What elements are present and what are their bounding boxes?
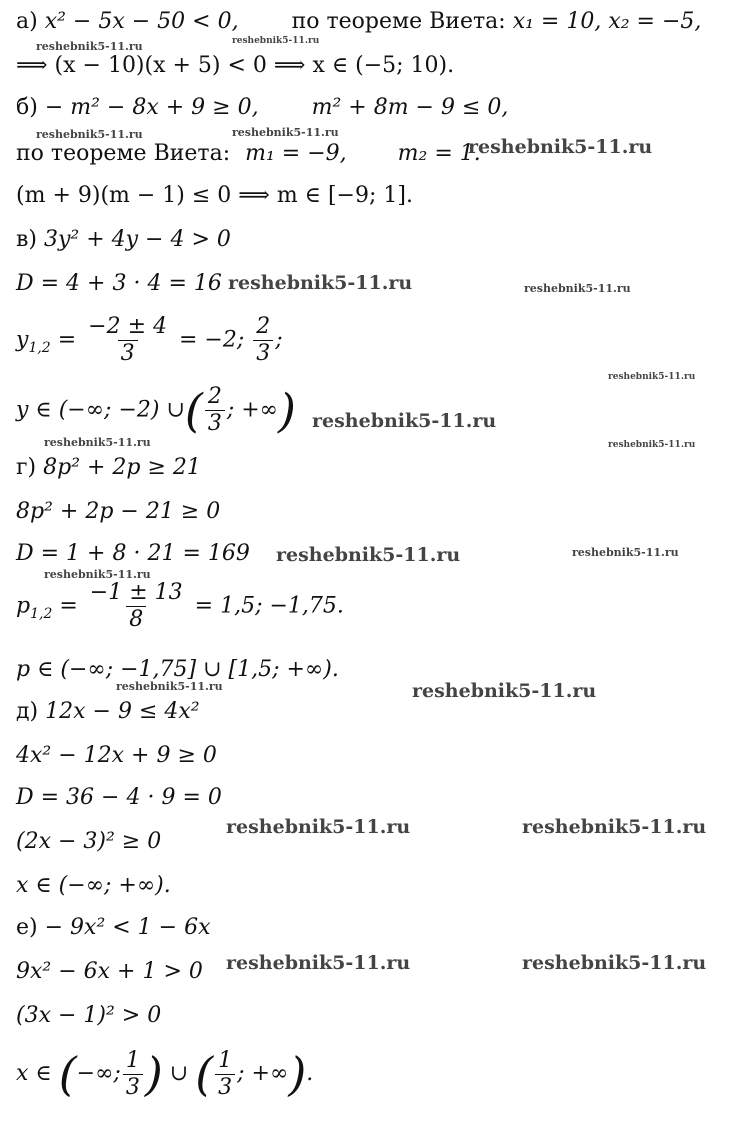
part-g-result: p ∈ (−∞; −1,75] ∪ [1,5; +∞).	[16, 657, 339, 682]
part-a-result: ⟹ (x − 10)(x + 5) < 0 ⟹ x ∈ (−5; 10).	[16, 53, 455, 78]
part-e-answer: x ∈ (−∞; $\frac{1}{3}$ ) ∪ ( $\frac{1}{3}$ ; +∞).	[16, 1047, 314, 1101]
part-v-discriminant: D = 4 + 3 · 4 = 16	[16, 271, 222, 296]
roots-value: = 1,5; −1,75.	[194, 593, 344, 619]
fraction-denominator: 3	[215, 1074, 235, 1101]
watermark: reshebnik5-11.ru	[44, 436, 151, 449]
watermark: reshebnik5-11.ru	[522, 952, 707, 974]
roots-subscript: 1,2	[30, 605, 53, 622]
watermark: reshebnik5-11.ru	[226, 952, 411, 974]
part-e-inequality2: 9x² − 6x + 1 > 0	[16, 959, 203, 984]
part-v-roots: $y_{1,2}$ = $\frac{-2 \pm 4}{3}$ = −2; $\frac{2}{3}$ ;	[16, 314, 283, 366]
answer-end: .	[306, 1061, 314, 1086]
part-d-inequality: 12x − 9 ≤ 4x²	[45, 699, 200, 724]
part-g-discriminant: D = 1 + 8 · 21 = 169	[16, 541, 250, 566]
fraction-denominator: 3	[123, 1074, 143, 1101]
interval1-left: −∞;	[76, 1061, 121, 1086]
part-e-label: е)	[16, 915, 38, 940]
answer-prefix: x ∈	[16, 1061, 52, 1086]
watermark: reshebnik5-11.ru	[232, 36, 320, 46]
roots-fraction	[85, 314, 170, 367]
roots-symbol: y	[16, 327, 29, 353]
answer-suffix: ; +∞	[226, 397, 279, 423]
answer-fraction	[205, 384, 225, 437]
fraction-denominator: 3	[205, 410, 225, 437]
part-a-roots: x₁ = 10, x₂ = −5,	[512, 9, 702, 34]
part-d-inequality2: 4x² − 12x + 9 ≥ 0	[16, 743, 217, 768]
part-b-root2: m₂ = 1.	[397, 141, 481, 166]
part-g-inequality: 8p² + 2p ≥ 21	[43, 455, 201, 480]
interval2-right: ; +∞	[237, 1061, 289, 1086]
watermark: reshebnik5-11.ru	[226, 816, 411, 838]
roots-subscript: 1,2	[28, 339, 51, 356]
part-b-result: (m + 9)(m − 1) ≤ 0 ⟹ m ∈ [−9; 1].	[16, 183, 413, 208]
vieta-text: по теореме Виета:	[291, 9, 506, 34]
vieta-text: по теореме Виета:	[16, 141, 231, 166]
part-b-line2	[16, 140, 481, 168]
roots-fraction	[87, 580, 186, 633]
watermark: reshebnik5-11.ru	[572, 546, 679, 559]
union-sign: ∪	[169, 1061, 189, 1086]
part-v-answer: y ∈ (−∞; −2) ∪( $\frac{2}{3}$ ; +∞)	[16, 383, 296, 438]
watermark: reshebnik5-11.ru	[232, 126, 339, 139]
part-v-inequality: 3y² + 4y − 4 > 0	[43, 227, 231, 252]
part-b-inequality: − m² − 8x + 9 ≥ 0,	[44, 95, 259, 120]
part-e-inequality: − 9x² < 1 − 6x	[44, 915, 211, 940]
watermark: reshebnik5-11.ru	[276, 544, 461, 566]
part-d-square: (2x − 3)² ≥ 0	[16, 829, 162, 854]
part-b-inequality2: m² + 8m − 9 ≤ 0,	[311, 95, 509, 120]
part-b-root1: m₁ = −9,	[245, 141, 347, 166]
watermark: reshebnik5-11.ru	[524, 282, 631, 295]
part-a-line1	[16, 8, 701, 36]
part-b-label: б)	[16, 95, 38, 120]
fraction-numerator: 1	[218, 1047, 233, 1073]
part-g-line1	[16, 454, 201, 482]
watermark: reshebnik5-11.ru	[412, 680, 597, 702]
roots-symbol: p	[16, 593, 31, 619]
watermark: reshebnik5-11.ru	[36, 40, 143, 53]
fraction-denominator: 3	[118, 340, 138, 367]
roots-end: ;	[275, 327, 283, 353]
part-d-label: д)	[16, 699, 39, 724]
part-v-label: в)	[16, 227, 37, 252]
part-b-line1	[16, 94, 508, 122]
watermark: reshebnik5-11.ru	[228, 272, 413, 294]
part-g-roots: $p_{1,2}$ = $\frac{-1 \pm 13}{8}$ = 1,5; −1,75.	[16, 580, 344, 632]
watermark: reshebnik5-11.ru	[608, 440, 696, 450]
roots-fraction2	[253, 314, 273, 367]
watermark: reshebnik5-11.ru	[608, 372, 696, 382]
fraction-numerator: −1 ± 13	[89, 580, 183, 605]
fraction-denominator: 3	[253, 340, 273, 367]
watermark: reshebnik5-11.ru	[312, 410, 497, 432]
part-v-line1	[16, 226, 231, 254]
fraction-numerator: 2	[207, 384, 222, 409]
watermark: reshebnik5-11.ru	[468, 136, 653, 158]
part-d-line1	[16, 698, 200, 726]
part-g-label: г)	[16, 455, 37, 480]
fraction-numerator: 2	[256, 314, 271, 339]
part-d-result: x ∈ (−∞; +∞).	[16, 873, 171, 898]
interval2-fraction	[215, 1048, 235, 1101]
fraction-denominator: 8	[126, 606, 146, 633]
watermark: reshebnik5-11.ru	[44, 568, 151, 581]
watermark: reshebnik5-11.ru	[522, 816, 707, 838]
roots-value: = −2;	[179, 327, 245, 353]
part-e-line1	[16, 914, 211, 942]
watermark: reshebnik5-11.ru	[116, 680, 223, 693]
part-e-square: (3x − 1)² > 0	[16, 1003, 162, 1028]
part-a-label: а)	[16, 9, 38, 34]
fraction-numerator: 1	[125, 1047, 140, 1073]
fraction-numerator: −2 ± 4	[88, 314, 167, 339]
part-a-inequality: x² − 5x − 50 < 0,	[44, 9, 239, 34]
part-g-inequality2: 8p² + 2p − 21 ≥ 0	[16, 499, 221, 524]
answer-prefix: y ∈ (−∞; −2) ∪	[16, 397, 185, 423]
part-d-discriminant: D = 36 − 4 · 9 = 0	[16, 785, 222, 810]
interval1-fraction	[123, 1048, 143, 1101]
watermark: reshebnik5-11.ru	[36, 128, 143, 141]
